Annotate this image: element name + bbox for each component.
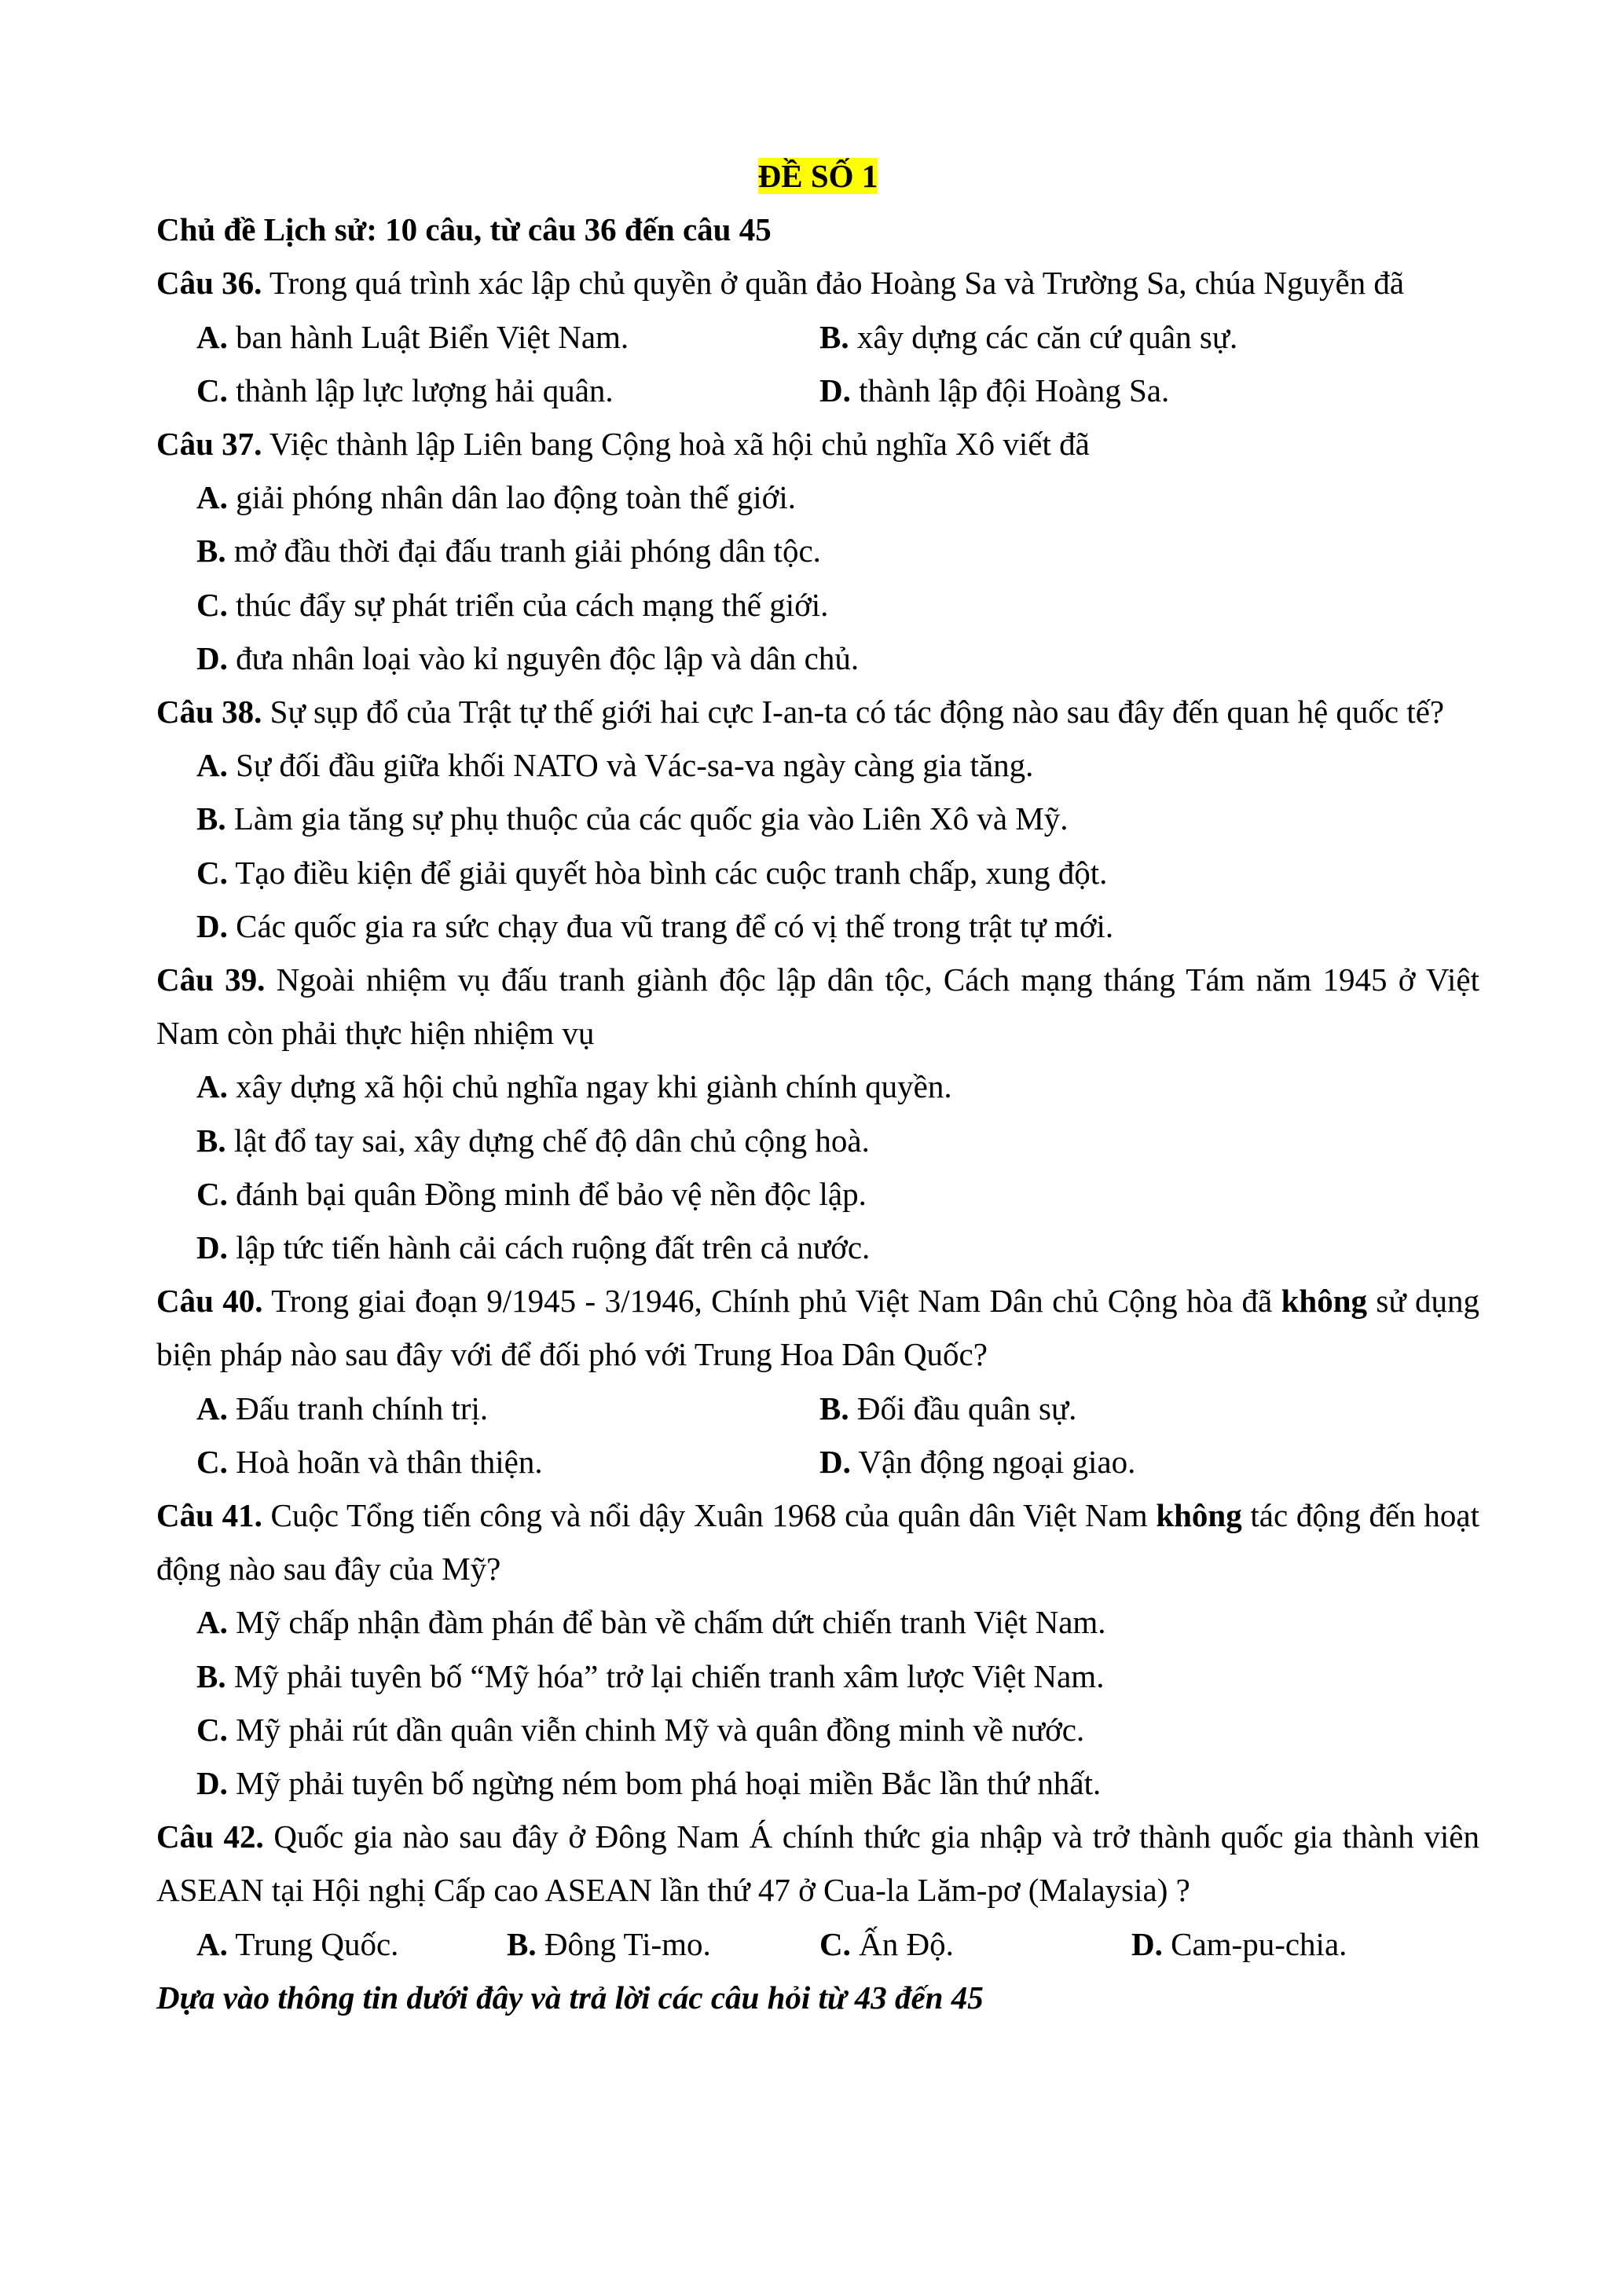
option-a: A. giải phóng nhân dân lao động toàn thế giới.	[196, 479, 796, 516]
option-a: A. ban hành Luật Biển Việt Nam.	[196, 318, 629, 355]
question-40: Câu 40. Trong giai đoạn 9/1945 - 3/1946, Chính phủ Việt Nam Dân chủ Cộng hòa đã không sử dụng biện pháp nào sau đây với để đối phó với Trung Hoa Dân Quốc?	[156, 1283, 1479, 1373]
instruction-text: Dựa vào thông tin dưới đây và trả lời các câu hỏi từ 43 đến 45	[156, 1979, 984, 2016]
option-c: C. thúc đẩy sự phát triển của cách mạng thế giới.	[196, 586, 829, 623]
topic-heading: Chủ đề Lịch sử: 10 câu, từ câu 36 đến câu 45	[156, 211, 772, 248]
option-c: C. Hoà hoãn và thân thiện.	[196, 1443, 543, 1480]
option-a: A. Trung Quốc.	[196, 1925, 399, 1962]
option-d: D. Cam-pu-chia.	[1131, 1925, 1347, 1962]
question-38: Câu 38. Sự sụp đổ của Trật tự thế giới hai cực I-an-ta có tác động nào sau đây đến quan hệ quốc tế?	[156, 694, 1445, 730]
option-c: C. đánh bại quân Đồng minh để bảo vệ nền độc lập.	[196, 1175, 867, 1212]
option-a: A. Mỹ chấp nhận đàm phán để bàn về chấm dứt chiến tranh Việt Nam.	[196, 1604, 1106, 1641]
question-41: Câu 41. Cuộc Tổng tiến công và nổi dậy Xuân 1968 của quân dân Việt Nam không tác động đến hoạt động nào sau đây của Mỹ?	[156, 1497, 1479, 1587]
option-d: D. thành lập đội Hoàng Sa.	[819, 372, 1170, 408]
option-c: C. Mỹ phải rút dần quân viễn chinh Mỹ và quân đồng minh về nước.	[196, 1711, 1085, 1748]
option-b: B. Đối đầu quân sự.	[819, 1390, 1077, 1426]
option-c: C. thành lập lực lượng hải quân.	[196, 372, 614, 408]
option-a: A. Sự đối đầu giữa khối NATO và Vác-sa-va ngày càng gia tăng.	[196, 747, 1034, 784]
option-d: D. Mỹ phải tuyên bố ngừng ném bom phá hoại miền Bắc lần thứ nhất.	[196, 1765, 1102, 1802]
option-a: A. Đấu tranh chính trị.	[196, 1390, 489, 1426]
option-d: D. Các quốc gia ra sức chạy đua vũ trang để có vị thế trong trật tự mới.	[196, 907, 1114, 944]
question-36: Câu 36. Trong quá trình xác lập chủ quyền ở quần đảo Hoàng Sa và Trường Sa, chúa Nguyễn đã	[156, 265, 1405, 302]
question-39: Câu 39. Ngoài nhiệm vụ đấu tranh giành độc lập dân tộc, Cách mạng tháng Tám năm 1945 ở Việt Nam còn phải thực hiện nhiệm vụ	[156, 961, 1479, 1052]
question-37: Câu 37. Việc thành lập Liên bang Cộng hoà xã hội chủ nghĩa Xô viết đã	[156, 425, 1090, 462]
option-b: B. Mỹ phải tuyên bố “Mỹ hóa” trở lại chiến tranh xâm lược Việt Nam.	[196, 1657, 1105, 1694]
option-c: C. Ấn Độ.	[819, 1925, 954, 1962]
option-b: B. xây dựng các căn cứ quân sự.	[819, 318, 1238, 355]
option-b: B. Đông Ti-mo.	[507, 1925, 711, 1962]
options-row	[156, 310, 1479, 364]
question-42: Câu 42. Quốc gia nào sau đây ở Đông Nam Á chính thức gia nhập và trở thành quốc gia thành viên ASEAN tại Hội nghị Cấp cao ASEAN lần thứ 47 ở Cua-la Lăm-pơ (Malaysia) ?	[156, 1818, 1479, 1909]
option-c: C. Tạo điều kiện để giải quyết hòa bình các cuộc tranh chấp, xung đột.	[196, 854, 1108, 891]
option-d: D. lập tức tiến hành cải cách ruộng đất trên cả nước.	[196, 1229, 871, 1266]
options-row	[156, 1435, 1479, 1489]
options-row	[156, 364, 1479, 417]
exam-page	[156, 149, 1479, 2024]
option-d: D. đưa nhân loại vào kỉ nguyên độc lập và dân chủ.	[196, 639, 860, 676]
exam-title: ĐỀ SỐ 1	[757, 158, 878, 194]
option-b: B. mở đầu thời đại đấu tranh giải phóng dân tộc.	[196, 533, 821, 569]
option-b: B. Làm gia tăng sự phụ thuộc của các quốc gia vào Liên Xô và Mỹ.	[196, 800, 1069, 837]
option-b: B. lật đổ tay sai, xây dựng chế độ dân chủ cộng hoà.	[196, 1122, 870, 1159]
options-row	[156, 1382, 1479, 1435]
option-d: D. Vận động ngoại giao.	[819, 1443, 1136, 1480]
options-row	[156, 1917, 1479, 1971]
option-a: A. xây dựng xã hội chủ nghĩa ngay khi giành chính quyền.	[196, 1068, 952, 1105]
